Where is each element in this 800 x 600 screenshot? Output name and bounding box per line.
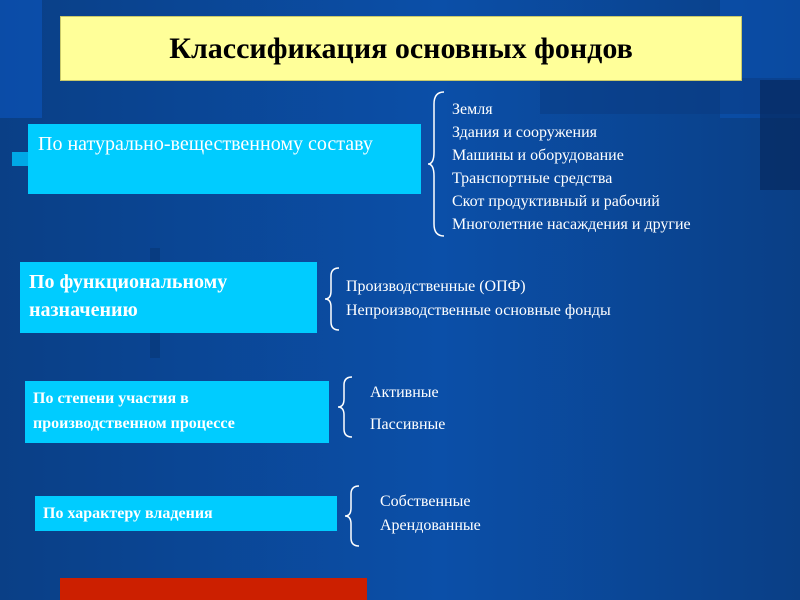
list-item: Собственные	[380, 493, 471, 510]
category-label: По функциональному назначению	[29, 271, 228, 321]
category-label: По натурально-вещественному составу	[38, 133, 373, 155]
item-list	[346, 275, 611, 323]
background-decoration	[0, 0, 42, 118]
list-item: Транспортные средства	[452, 170, 613, 187]
brace-icon	[343, 484, 361, 548]
slide-title	[60, 16, 742, 81]
title-text: Классификация основных фондов	[169, 31, 633, 65]
category-box-functional-purpose	[20, 262, 317, 333]
background-decoration	[760, 80, 800, 190]
list-item: Непроизводственные основные фонды	[346, 302, 611, 319]
brace-icon	[336, 375, 354, 439]
list-item: Арендованные	[380, 517, 481, 534]
item-list	[380, 490, 481, 538]
item-list	[370, 377, 445, 441]
item-list	[452, 98, 691, 236]
list-item: Здания и сооружения	[452, 124, 598, 141]
category-box-material-composition	[28, 124, 421, 194]
category-box-participation-degree	[25, 381, 329, 443]
category-label: По степени участия в производственном процессе	[33, 390, 235, 432]
list-item: Производственные (ОПФ)	[346, 278, 526, 295]
brace-icon	[323, 266, 341, 332]
list-item: Пассивные	[370, 416, 446, 433]
accent-bar	[60, 578, 367, 600]
brace-icon	[426, 90, 446, 238]
list-item: Скот продуктивный и рабочий	[452, 193, 660, 210]
category-box-ownership	[35, 496, 337, 531]
category-label: По характеру владения	[43, 504, 213, 522]
list-item: Земля	[452, 101, 493, 118]
list-item: Машины и оборудование	[452, 147, 624, 164]
list-item: Активные	[370, 384, 439, 401]
list-item: Многолетние насаждения и другие	[452, 216, 691, 233]
